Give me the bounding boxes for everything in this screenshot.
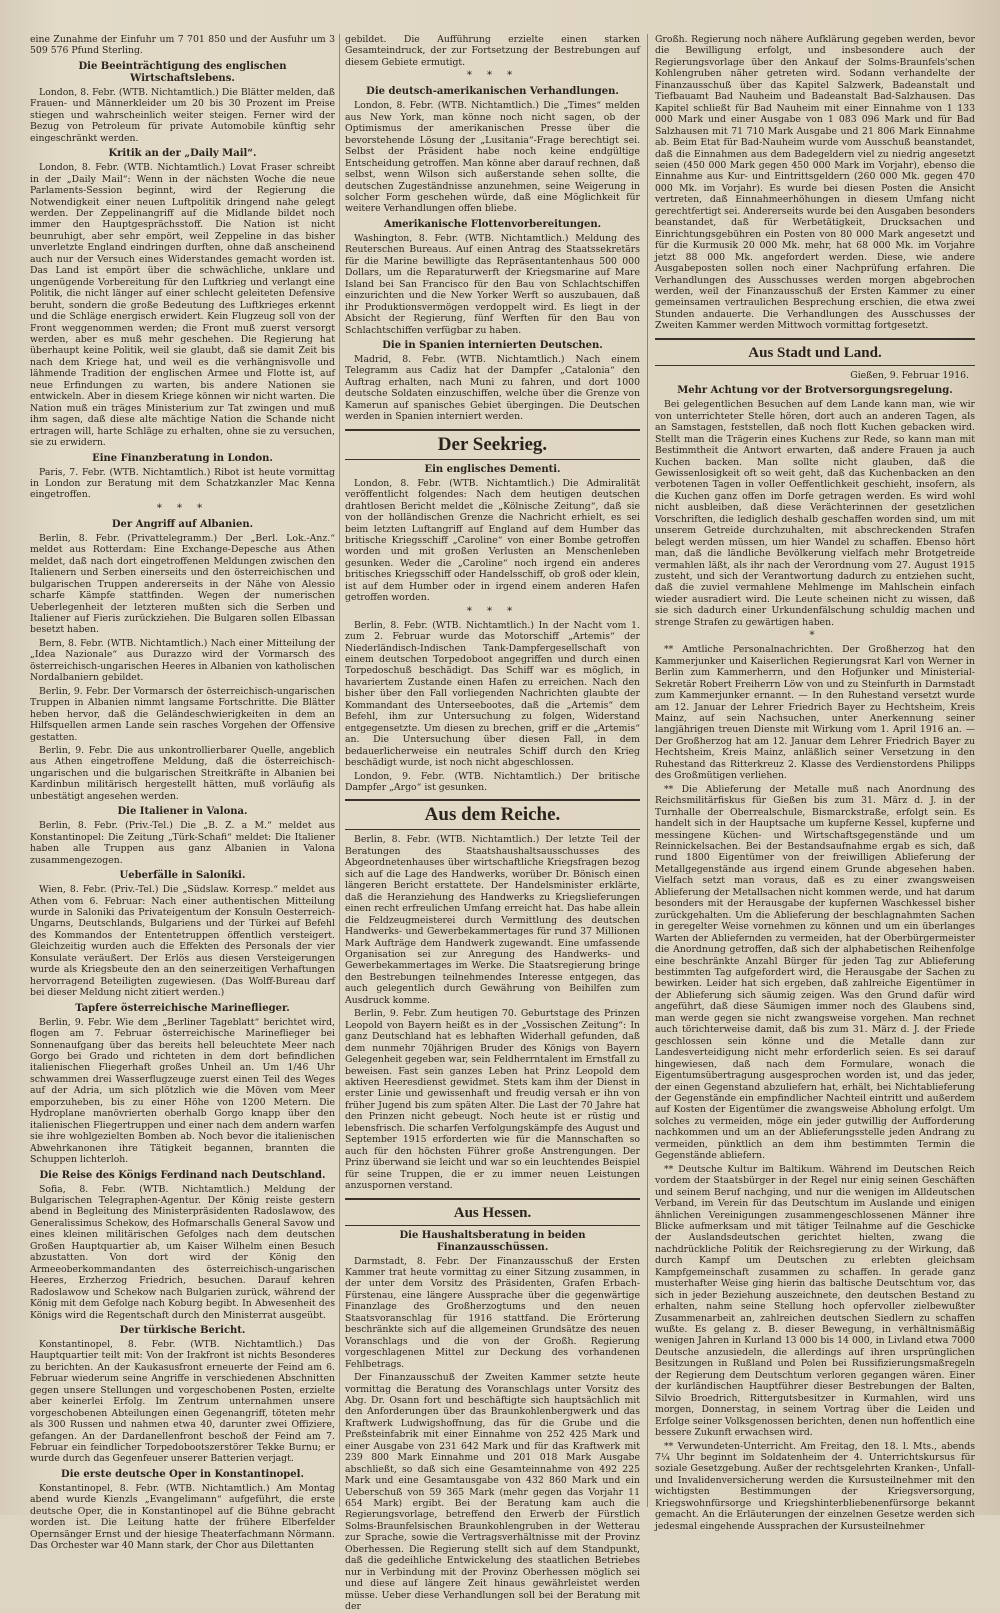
dateline: Gießen, 9. Februar 1916. (850, 369, 969, 381)
article-headline: Kritik an der „Daily Mail“. (108, 148, 257, 160)
article-headline: Ein englisches Dementi. (424, 463, 561, 475)
article-paragraph: London, 8. Febr. (WTB. Nichtamtlich.) Die Admiralität veröffentlicht folgendes: Nach dem heutigen deutschen drahtlosen Bericht meldet die „Kölnische Zeitung“, daß sie von der holländischen Grenze die Nachricht erhielt, es sei beim letzten Luftangriff auf England auf dem Humber das britische Kriegsschiff „Caroline“ von einer Bombe getroffen worden und mit großen Verlusten an Menschenleben gesunken. Weder die „Caroline“ noch irgend ein anderes britisches Kriegsschiff oder Handelsschiff, ob groß oder klein, ist auf dem Humber oder in irgend einem anderen Hafen getroffen worden. (345, 477, 640, 604)
section-separator-stars: * (809, 630, 821, 642)
article-paragraph: Berlin, 9. Febr. Der Vormarsch der österreichisch-ungarischen Truppen in Albanien nimmt langsame Fortschritte. Die Blätter heben hervor, daß die Geländeschwierigkeiten in dem an Hilfsquellen armen Lande sein rasches Vorgehen der Offensive gestatten. (30, 685, 335, 743)
article-paragraph: Bern, 8. Febr. (WTB. Nichtamtlich.) Nach einer Mitteilung der „Idea Nazionale“ aus Durazzo wird der Vormarsch des österreichisch-ungarischen Heeres in Albanien von katholischen Nordalbaniern gebildet. (30, 637, 335, 684)
article-headline: Mehr Achtung vor der Brotversorgungsregelung. (677, 385, 953, 397)
article-headline: Die erste deutsche Oper in Konstantinopel. (61, 1468, 304, 1480)
column-rule (647, 34, 648, 1507)
article-paragraph: Konstantinopel, 8. Febr. (WTB. Nichtamtlich.) Am Montag abend wurde Kienzls „Evangelimann“ aufgeführt, die erste deutsche Oper, die in Konstantinopel auf die Bühne gebracht worden ist. Die Leitung hatte der frühere Elberfelder Opernsänger Ernst und der hiesige Theaterfachmann Nörmann. Das Orchester war 40 Mann stark, der Chor aus Dilettanten (30, 1482, 335, 1552)
article-paragraph: ** Deutsche Kultur im Baltikum. Während im Deutschen Reich vordem der Staatsbürger in der Regel nur einig seinen Geschäften und seinem Beruf nachging, und nur die wenigen im Alldeutschen Verband, im Verein für das Deutschtum im Auslande und einigen ähnlichen Vereinigungen zusammengeschlossenen Männer ihre Blicke aufmerksam und mit tätiger Teilnahme auf die Geschicke der Auslandsdeutschen gerichtet hielten, zwang die nachdrückliche Politik der Reichsregierung zu der Wirkung, daß durch Kampf um Deutschen zu erlebten gleichsam Kampfgemeinschaft zusammen zu schaffen. In gerade ganz musterhafter Weise ging hierin das baltische Deutschtum vor, das sich in jeder Beziehung auszeichnete, den deutschen Bestand zu erhalten, nahm seine Stellung hoch opfervoller zielbewußter Zusammenarbeit an, zahlreichen deutschen Siedlern zu schaffen wußte. Es gelang z. B. dieser Bewegung, in verhältnismäßig wenigen Jahren in Kurland 13 000 bis 14 000, in Livland etwa 7000 Deutsche anzusiedeln, die allerdings auf ihren ursprünglichen Besitzungen in Rußland und Polen bei Russifizierungsmaßregeln der Regierung dem Deutschtum verloren gegangen wären. Einer der kurländischen Hauptführer dieser Bestrebungen der Balten, Silvio Broedrich, Rittergutsbesitzer in Kurmahlen, wird uns morgen, Donnerstag, in seinem Vortrag über die Leiden und Erfolge seiner Volksgenossen berichten, denen nun hoffentlich eine bessere Zukunft erwachsen wird. (655, 1163, 975, 1439)
article-paragraph: London, 8. Febr. (WTB. Nichtamtlich.) Die Blätter melden, daß Frauen- und Männerkleider um 20 bis 30 Prozent im Preise stiegen und wahrscheinlich weiter steigen. Ferner wird der Bezug von Petroleum für private Automobile künftig sehr eingeschränkt werden. (30, 86, 335, 144)
section-title: Aus dem Reiche. (345, 799, 640, 830)
article-paragraph: Berlin, 8. Febr. (WTB. Nichtamtlich.) In der Nacht vom 1. zum 2. Februar wurde das Motorschiff „Artemis“ der Niederländisch-Indischen Tank-Dampfergesellschaft von einem deutschen Torpedoboot angegriffen und durch einen Torpedoschuß beschädigt. Das Schiff war es möglich, in havariertem Zustande einen Hafen zu erreichen. Nach den bisher über den Fall vorliegenden Nachrichten glaubte der Kommandant des Unterseebootes, daß die „Artemis“ dem Befehl, ihm zur Untersuchung zu folgen, Widerstand entgegensetzte. Um diesen zu brechen, griff er die „Artemis“ an. Die Untersuchung über diesen Fall, in dem bedauerlicherweise ein neutrales Schiff durch den Krieg beschädigt wurde, ist noch nicht abgeschlossen. (345, 619, 640, 769)
article-paragraph: London, 8. Febr. (WTB. Nichtamtlich.) Lovat Fraser schreibt in der „Daily Mail“: Wenn in der nächsten Woche die neue Parlaments-Session beginnt, wird der Regierung die Notwendigkeit einer neuen Luftpolitik dringend nahe gelegt werden. Der Zeppelinangriff auf die Midlande bildet noch immer den Hauptgesprächsstoff. Die Nation ist nicht beunruhigt, aber sehr empört, weil Zeppeline in das bisher unverletzte England eindringen durften, ohne daß anscheinend auch nur der Versuch eines Widerstandes gemacht worden ist. Das Land ist empört über die schwächliche, unklare und ungenügende Vorbereitung für den Luftkrieg und verlangt eine Politik, die nicht länger auf einer schlecht geleiteten Defensive beruht, sondern die große Bedeutung des Luftkrieges erkennt und die Schläge energisch erwidert. Kein Flugzeug soll von der Front weggenommen werden; die Front muß zuerst versorgt werden, aber es muß mehr geschehen. Die Regierung hat überhaupt keine Politik, weil sie glaubt, daß sie damit Zeit bis nach dem Kriege hat, und weil es die verhängnisvolle und lähmende Tradition der englischen Armee und Flotte ist, auf neue Erfindungen zu warten, bis andere Nationen sie entwickeln. Aber in diesem Kriege können wir nicht warten. Die Nation muß ein träges Ministerium zur Tat zwingen und muß ihm sagen, daß diese alte mächtige Nation die Schande nicht ertragen will, harte Schläge zu erhalten, ohne sie zu versuchen, sie zu erwidern. (30, 162, 335, 449)
article-paragraph: Berlin, 9. Febr. Die aus unkontrollierbarer Quelle, angeblich aus Athen eingetroffene Meldung, daß die österreichisch-ungarischen und die bulgarischen Streitkräfte in Albanien bei Kardinbun militärisch hergestellt hätten, muß vorläufig als unbestätigt angesehen werden. (30, 745, 335, 802)
section-title (655, 338, 975, 366)
article-paragraph: Wien, 8. Febr. (Priv.-Tel.) Die „Südslaw. Korresp.“ meldet aus Athen vom 6. Februar: Nach einer authentischen Mitteilung wurde in Saloniki das Privateigentum der Konsuln Oesterreich-Ungarns, Deutschlands, Bulgariens und der Türkei auf Befehl des Kommandos der Ententetruppen öffentlich versteigert. Gleichzeitig wurden auch die Effekten des Personals der vier Konsulate veräußert. Der Erlös aus diesen Versteigerungen wurde als Kriegsbeute den an den seinerzeitigen Verhaftungen hervorragend Beteiligten zugewiesen. (Das Wolff-Bureau darf bei dieser Meldung nicht zitiert werden.) (30, 884, 335, 999)
section-title-text: Aus Hessen. (453, 1204, 532, 1221)
section-title-text: Aus Stadt und Land. (748, 344, 882, 361)
article-paragraph: Berlin, 8. Febr. (Priv.-Tel.) Die „B. Z. a M.“ meldet aus Konstantinopel: Die Zeitung „Türk-Schafi“ meldet: Die Italiener haben alle Truppen aus ganz Albanien in Valona zusammengezogen. (30, 820, 335, 866)
column-middle (345, 34, 640, 1613)
article-paragraph: gebildet. Die Aufführung erzielte einen starken Gesamteindruck, der zur Fortsetzung der Bestrebungen auf diesem Gebiete ermutigt. (345, 34, 640, 68)
article-headline: Der türkische Bericht. (119, 1324, 246, 1336)
article-paragraph: Berlin, 9. Febr. Wie dem „Berliner Tageblatt“ berichtet wird, flogen am 7. Februar österreichische Marineflieger bei Sonnenaufgang über das bereits hell beleuchtete Meer nach Gorgo bei Grado und richteten in dem dort befindlichen italienischen Fliegerhaft großes Unheil an. Um 1/46 Uhr schwammen drei Wasserflugzeuge zuerst einen Teil des Weges auf der Adria, um sich plötzlich wie die Möven vom Meer emporzuheben, bis zu einer Höhe von 1200 Metern. Die Hydroplane manövrierten oberhalb Gorgo knapp über den italienischen Fliegertruppen und einer nach dem andern warfen sie ihre wohlgezielten Bomben ab. Noch bevor die italienischen Abwehrkanonen ihre Tätigkeit begannen, brannten die Schuppen lichterloh. (30, 1016, 335, 1166)
article-headline: Amerikanische Flottenvorbereitungen. (383, 218, 602, 230)
section-separator-stars: * * * (466, 70, 519, 82)
article-paragraph: Washington, 8. Febr. (WTB. Nichtamtlich.) Meldung des Reuterschen Bureaus. Auf einen Antrag des Staatssekretärs für die Marine bewilligte das Repräsentantenhaus 500 000 Dollars, um die Reparaturwerft der Kriegsmarine auf Mare Island bei San Francisco für den Bau von Schlachtschiffen einzurichten und die New Yorker Werft so auszubauen, daß ihr Produktionsvermögen verdoppelt wird. Es liegt in der Absicht der Regierung, fünf Werften für den Bau von Schlachtschiffen verfügbar zu haben. (345, 232, 640, 336)
column-right (655, 34, 975, 1532)
article-headline: Eine Finanzberatung in London. (92, 452, 273, 464)
article-paragraph: Großh. Regierung noch nähere Aufklärung gegeben werden, bevor die Bewilligung erfolgt, und insbesondere auch der Regierungsvorlage über den Ankauf der Solms-Braunfels'schen Kohlengruben näher getreten wird. Sodann verhandelte der Finanzausschuß über das Kapitel Salzwerk, Badeanstalt und Tiefbauamt Bad Nauheim und Badeanstalt Bad-Salzhausen. Das Kapitel schließt für Bad Nauheim mit einer Einnahme von 1 133 000 Mark und einer Ausgabe von 1 083 096 Mark und für Bad Salzhausen mit 71 710 Mark Ausgabe und 21 806 Mark Einnahme ab. Beim Etat für Bad-Nauheim wurde vom Ausschuß beanstandet, daß die Einnahmen aus dem Badegeldern viel zu niedrig angesetzt seien (450 000 Mark gegen 450 000 Mark im Vorjahr), ebenso die Einnahme aus Kur- und Eintrittsgeldern (260 000 Mk. gegen 470 000 Mk. im Vorjahr). Es wurde bei diesen Posten die Ansicht vertreten, daß Einnahmeerhöhungen in diesem Umfang nicht gerechtfertigt sei. Andererseits wurde bei den Ausgaben besonders beanstandet, daß für Werbetätigkeit, Drucksachen und Einrichtungsgebühren ein Posten von 80 000 Mark angesetzt und für die Kurmusik 20 000 Mk. mehr, hat 68 000 Mk. im Vorjahre jetzt 88 000 Mk. angefordert werden. Diese, wie andere Ausgabeposten sollen noch einer Nachprüfung erfahren. Die Verhandlungen des Ausschusses werden morgen abgebrochen werden, weil der Finanzausschuß der Ersten Kammer zu einer gemeinsamen vertraulichen Besprechung erschien, die etwa zwei Stunden andauerte. Die Verhandlungen des Ausschusses der Zweiten Kammer werden Mittwoch vormittag fortgesetzt. (655, 34, 975, 332)
article-paragraph: Bei gelegentlichen Besuchen auf dem Lande kann man, wie wir von unterrichteter Stelle hören, dort auch an anderen Tagen, als an Samstagen, feststellen, daß noch flott Kuchen gebacken wird. Stellt man die Trägerin eines Kuchens zur Rede, so kann man mit Bestimmtheit die Antwort erwarten, daß andere Frauen ja auch Kuchen backen. Man sollte nicht glauben, daß die Gewissenlosigkeit oft so weit geht, daß das Kuchenbacken an den verbotenen Tagen in voller Oeffentlichkeit geschieht, insofern, als die Kuchen ganz offen im Dorfe getragen werden. Es wird wohl nicht ausbleiben, daß diese Verächterinnen der gesetzlichen Vorschriften, die lediglich deshalb geschaffen worden sind, um mit unserem Getreide durchzuhalten, mit abschreckenden Strafen belegt werden müssen, um hier Wandel zu schaffen. Ebenso hört man, daß die ländliche Bevölkerung vielfach mehr Brotgetreide vermahlen läßt, als ihr nach der Verordnung vom 27. August 1915 zusteht, und sich der Verantwortung dadurch zu entziehen sucht, daß die zuviel vermahlene Mehlmenge im Mahlschein einfach wieder ausradiert wird. Die Leute scheinen nicht zu wissen, daß sie sich dadurch einer Urkundenfälschung schuldig machen und strenge Strafen zu gewärtigen haben. (655, 399, 975, 628)
column-rule (339, 34, 340, 1507)
article-paragraph: Paris, 7. Febr. (WTB. Nichtamtlich.) Ribot ist heute vormittag in London zur Beratung mit dem Schatzkanzler Mac Kenna eingetroffen. (30, 466, 335, 501)
article-headline: Der Angriff auf Albanien. (111, 518, 254, 530)
section-title (345, 1198, 640, 1226)
section-title: Der Seekrieg. (345, 429, 640, 460)
article-paragraph: ** Verwundeten-Unterricht. Am Freitag, den 18. l. Mts., abends 7¼ Uhr beginnt im Soldatenheim der 4. Unterrichtskursus für soziale Gesetzgebung. Außer der rechtsgelehrten Kranken-, Unfall- und Invalidenversicherung werden die Kursusteilnehmer mit den wichtigsten Bestimmungen der Kriegsversorgung, Kriegswohnfürsorge und Kriegshinterbliebenenfürsorge bekannt gemacht. An die Erläuterungen der einzelnen Gesetze werden sich jedesmal eingehende Aussprachen der Kursusteilnehmer (655, 1440, 975, 1532)
article-paragraph: Madrid, 8. Febr. (WTB. Nichtamtlich.) Nach einem Telegramm aus Cadiz hat der Dampfer „Catalonia“ den Auftrag erhalten, nach Muni zu fahren, und dort 1000 deutsche Soldaten einzuschiffen, welche über die Grenze von Kamerun auf spanisches Gebiet übergingen. Die Deutschen werden in Spanien interniert werden. (345, 353, 640, 423)
article-headline: Die deutsch-amerikanischen Verhandlungen. (366, 86, 619, 98)
section-separator-stars: * * * (466, 605, 519, 617)
article-headline: Die in Spanien internierten Deutschen. (382, 339, 603, 351)
article-paragraph: Berlin, 8. Febr. (Privattelegramm.) Der „Berl. Lok.-Anz.“ meldet aus Rotterdam: Eine Exchange-Depesche aus Athen meldet, daß nach dort eingetroffenen Meldungen zwischen den Italienern und Serben einerseits und den österreichischen und bulgarischen Truppen andererseits in der Nähe von Alessio scharfe Kämpfe stattfinden. Wegen der numerischen Ueberlegenheit der letzteren mußten sich die Serben und Italiener auf Fieris zurückziehen. Die Bulgaren sollen Elbassan besetzt haben. (30, 532, 335, 636)
article-paragraph: Darmstadt, 8. Febr. Der Finanzausschuß der Ersten Kammer trat heute vormittag zu einer Sitzung zusammen, in der unter dem Vorsitz des Präsidenten, Grafen Erbach-Fürstenau, eine längere Aussprache über die gegenwärtige Finanzlage des Großherzogtums und den neuen Staatsvoranschlag für 1916 stattfand. Die Erörterung beschränkte sich auf die allgemeinen Grundsätze des neuen Voranschlags und die von der Großh. Regierung vorgeschlagenen Mittel zur Deckung des vorhandenen Fehlbetrags. (345, 1255, 640, 1370)
article-paragraph: London, 9. Febr. (WTB. Nichtamtlich.) Der britische Dampfer „Argo“ ist gesunken. (345, 770, 640, 794)
article-paragraph: Konstantinopel, 8. Febr. (WTB. Nichtamtlich.) Das Hauptquartier teilt mit: Von der Irakfront ist nichts Besonderes zu berichten. An der Kaukasusfront erneuerte der Feind am 6. Februar wiederum seine Angriffe in verschiedenen Abschnitten gegen unsere Stellungen und vorgeschobenen Posten, erzielte aber keinerlei Erfolg. Im Zentrum unternahmen unsere vorgeschobenen Abteilungen einen Gegenangriff, töteten mehr als 300 Russen und nahmen etwa 40, darunter zwei Offiziere, gefangen. An der Dardanellenfront beschoß der Feind am 7. Februar ein feindlicher Torpedobootszerstörer Tekke Burnu; er wurde durch das Gegenfeuer unserer Batterien verjagt. (30, 1338, 335, 1465)
section-separator-stars: * * * (156, 502, 209, 514)
article-paragraph: Berlin, 8. Febr. (WTB. Nichtamtlich.) Der letzte Teil der Beratungen des Staatshaushaltsausschusses des Abgeordnetenhauses über wirtschaftliche Kriegsfragen bezog sich auf die Lage des Handwerks, worüber Dr. Bönisch einen längeren Bericht erstattete. Der Handelsminister erklärte, daß die Heranziehung des Handwerks zu Kriegslieferungen einen recht erfreulichen Umfang erreicht hat. Das habe allein die Feldzeugmeisterei durch Vermittlung des deutschen Handwerks- und Gewerbekammertages für rund 37 Millionen Mark Aufträge dem Handwerk zugewandt. Eine umfassende Organisation sei zur Anregung des Handwerks- und Gewerbekammertages im Werke. Die Staatsregierung bringe den Bestrebungen teilnehmendes Interesse entgegen, das auch gelegentlich durch Gewährung von Beihilfen zum Ausdruck komme. (345, 834, 640, 1006)
article-paragraph: ** Amtliche Personalnachrichten. Der Großherzog hat den Kammerjunker und Kaiserlichen Regierungsrat Karl von Werner in Berlin zum Kammerherrn, und den Hofjunker und Ministerial-Sekretär Robert Freiherrn Löw von und zu Steinfurth in Darmstadt zum Kammerjunker ernannt. — In den Ruhestand versetzt wurde am 12. Januar der Lehrer Friedrich Bayer zu Hechtsheim, Kreis Mainz, auf sein Nachsuchen, unter Anerkennung seiner langjährigen treuen Dienste mit Wirkung vom 1. April 1916 an. — Der Großherzog hat am 12. Januar dem Lehrer Friedrich Bayer zu Hechtsheim, Kreis Mainz, anläßlich seiner Versetzung in den Ruhestand das Ritterkreuz 2. Klasse des Verdienstordens Philipps des Großmütigen verliehen. (655, 644, 975, 782)
article-headline: Die Italiener in Valona. (117, 806, 248, 818)
article-headline: Ueberfälle in Saloniki. (119, 870, 246, 882)
column-left (30, 34, 335, 1552)
article-paragraph: Berlin, 9. Febr. Zum heutigen 70. Geburtstage des Prinzen Leopold von Bayern heißt es in der „Vossischen Zeitung“: In ganz Deutschland hat es lebhaften Widerhall gefunden, daß dem nunmehr 70jährigen Bruder des Königs von Bayern Gelegenheit gegeben war, sein Feldherrntalent im Ernstfall zu beweisen. Fast sein ganzes Leben hat Prinz Leopold dem aktiven Heeresdienst gewidmet. Stets kam ihm der Dienst in erster Linie und gewissenhaft und freudig versah er ihn von früher Jugend bis zum späten Alter. Die Last der 70 Jahre hat den Prinzen nicht gebeugt. Noch heute ist er rüstig und lebensfrisch. Die scharfen Verfolgungskämpfe des August und September 1915 erforderten wie für die Mannschaften so auch für den höchsten Führer große Anstrengungen. Der Prinz überwand sie leicht und war so ein leuchtendes Beispiel für seine Truppen, die er zu immer neuen Leistungen anzuspornen verstand. (345, 1008, 640, 1192)
article-headline: Die Beeinträchtigung des englischen Wirtschaftslebens. (78, 60, 287, 84)
article-paragraph: Der Finanzausschuß der Zweiten Kammer setzte heute vormittag die Beratung des Voranschlags unter Vorsitz des Abg. Dr. Osann fort und beschäftigte sich hauptsächlich mit den Anforderungen über das Braunkohlenbergwerk und das Kraftwerk Ludwigshoffnung, das für die Grube und die Preßsteinfabrik mit einer Einnahme von 252 425 Mark und einer Ausgabe von 231 642 Mark und für das Kraftwerk mit 239 800 Mark Einnahme und 201 018 Mark Ausgabe abschließt, so daß sich eine Gesamteinnahme von 492 225 Mark und eine Gesamtausgabe von 432 860 Mark und ein Ueberschuß von 59 365 Mark (mehr gegen das Vorjahr 11 654 Mark) ergibt. Bei der Beratung kam auch die Regierungsvorlage, betreffend den Erwerb der Fürstlich Solms-Braunfelsischen Braunkohlengruben in der Wetterau zur Sprache, sowie die Vertragsverhältnisse mit der Provinz Oberhessen. Die Regierung stellt sich auf dem Standpunkt, daß die gedeihliche Entwickelung des staatlichen Betriebes nur in Verbindung mit der Provinz Oberhessen möglich sei und diese auf längere Zeit hinaus gewährleistet werden müsse. Ueber diese Verhandlungen soll bei der Beratung mit der (345, 1372, 640, 1613)
article-headline: Tapfere österreichische Marineflieger. (75, 1002, 290, 1014)
article-paragraph: London, 8. Febr. (WTB. Nichtamtlich.) Die „Times“ melden aus New York, man könne noch nicht sagen, ob der Optimismus der amerikanischen Presse über die bevorstehende Lösung der „Lusitania“-Frage berechtigt sei. Selbst der Präsident habe noch keine endgültige Entscheidung getroffen. Man könne aber darauf rechnen, daß selbst, wenn Wilson sich außerstande sehen sollte, die deutschen Zugeständnisse anzunehmen, seine Weigerung in solcher Form geschehen würde, daß eine Möglichkeit für weitere Verhandlungen offen bliebe. (345, 100, 640, 215)
article-paragraph: ** Die Ablieferung der Metalle muß nach Anordnung des Reichsmilitärfiskus für Gießen bis zum 31. März d. J. in der Turnhalle der Oberrealschule, Bismarckstraße, erfolgt sein. Es handelt sich in der Hauptsache um kupferne Kessel, kupferne und messingene Küchen- und Wirtschaftsgegenstände und um Reinnickelsachen. Bei der Bestandsaufnahme ergab es sich, daß rund 1800 Eigentümer von der freiwilligen Ablieferung der Metallgegenstände aus irgend einem Grunde abgesehen haben. Vielfach setzt man voraus, daß es zu einer zwangsweisen Ablieferung der Metallsachen nicht kommen werde, und hat darum besonders mit der Herausgabe der kupfernen Waschkessel bisher zurückgehalten. Um die Ablieferung der beschlagnahmten Sachen in geregelter Weise vornehmen zu können und um ein überlanges Warten der Abliefernden zu vermeiden, hat der Oberbürgermeister die Anordnung getroffen, daß sich der alphabetischen Reihenfolge eine beschränkte Anzahl Bürger für jeden Tag zur Ablieferung bestimmten Tag aufgefordert wird, die Herausgabe der Sachen zu bewirken. Leider hat sich ergeben, daß zahlreiche Eigentümer in der Ablieferung sich säumig zeigen. Was den Grund dafür wird angeführt, daß diese Säumigen immer noch des Glaubens sind, man werde gegen sie nicht zwangsweise vorgehen. Man rechnet auch törichterweise damit, daß bis zum 31. März d. J. der Friede geschlossen sein könne und die Metalle dann zur Landesverteidigung nicht mehr erforderlich seien. Es sei darauf hingewiesen, daß nach dem Formulare, wonach die Eigentumsübertragung ausgesprochen worden ist, und das jeder, der einen Gegenstand abzuliefern hat, erhält, bei Nichtablieferung der Gegenstände ein empfindlicher Nachteil eintritt und außerdem auf Kosten der Eigentümer die zwangsweise Abholung erfolgt. Um solches zu vermeiden, möge ein jeder gutwillig der Aufforderung nachkommen und um an der Ablieferungsstelle jeden Andrang zu vermeiden, pünktlich an dem ihm bestimmten Termin die Gegenstände abliefern. (655, 783, 975, 1162)
article-paragraph: eine Zunahme der Einfuhr um 7 701 850 und der Ausfuhr um 3 509 576 Pfund Sterling. (30, 34, 335, 57)
article-headline: Die Haushaltsberatung in beiden Finanzausschüssen. (399, 1229, 586, 1253)
article-paragraph: Sofia, 8. Febr. (WTB. Nichtamtlich.) Meldung der Bulgarischen Telegraphen-Agentur. Der König reiste gestern abend in Begleitung des Ministerpräsidenten Radoslawow, des Generalissimus Schekow, des Hofmarschalls General Savow und eines kleinen militärischen Gefolges nach dem deutschen Großen Hauptquartier ab, um Kaiser Wilhelm einen Besuch abzustatten. Von dort wird der König den Armeeoberkommandanten des österreichisch-ungarischen Heeres, Erzherzog Friedrich, besuchen. Darauf kehren Radoslawow und Schekow nach Bulgarien zurück, während der König mit dem Gefolge nach Koburg begibt. In Abwesenheit des Königs wird die Regentschaft durch den Ministerrat ausgeübt. (30, 1183, 335, 1321)
article-headline: Die Reise des Königs Ferdinand nach Deutschland. (39, 1169, 326, 1181)
